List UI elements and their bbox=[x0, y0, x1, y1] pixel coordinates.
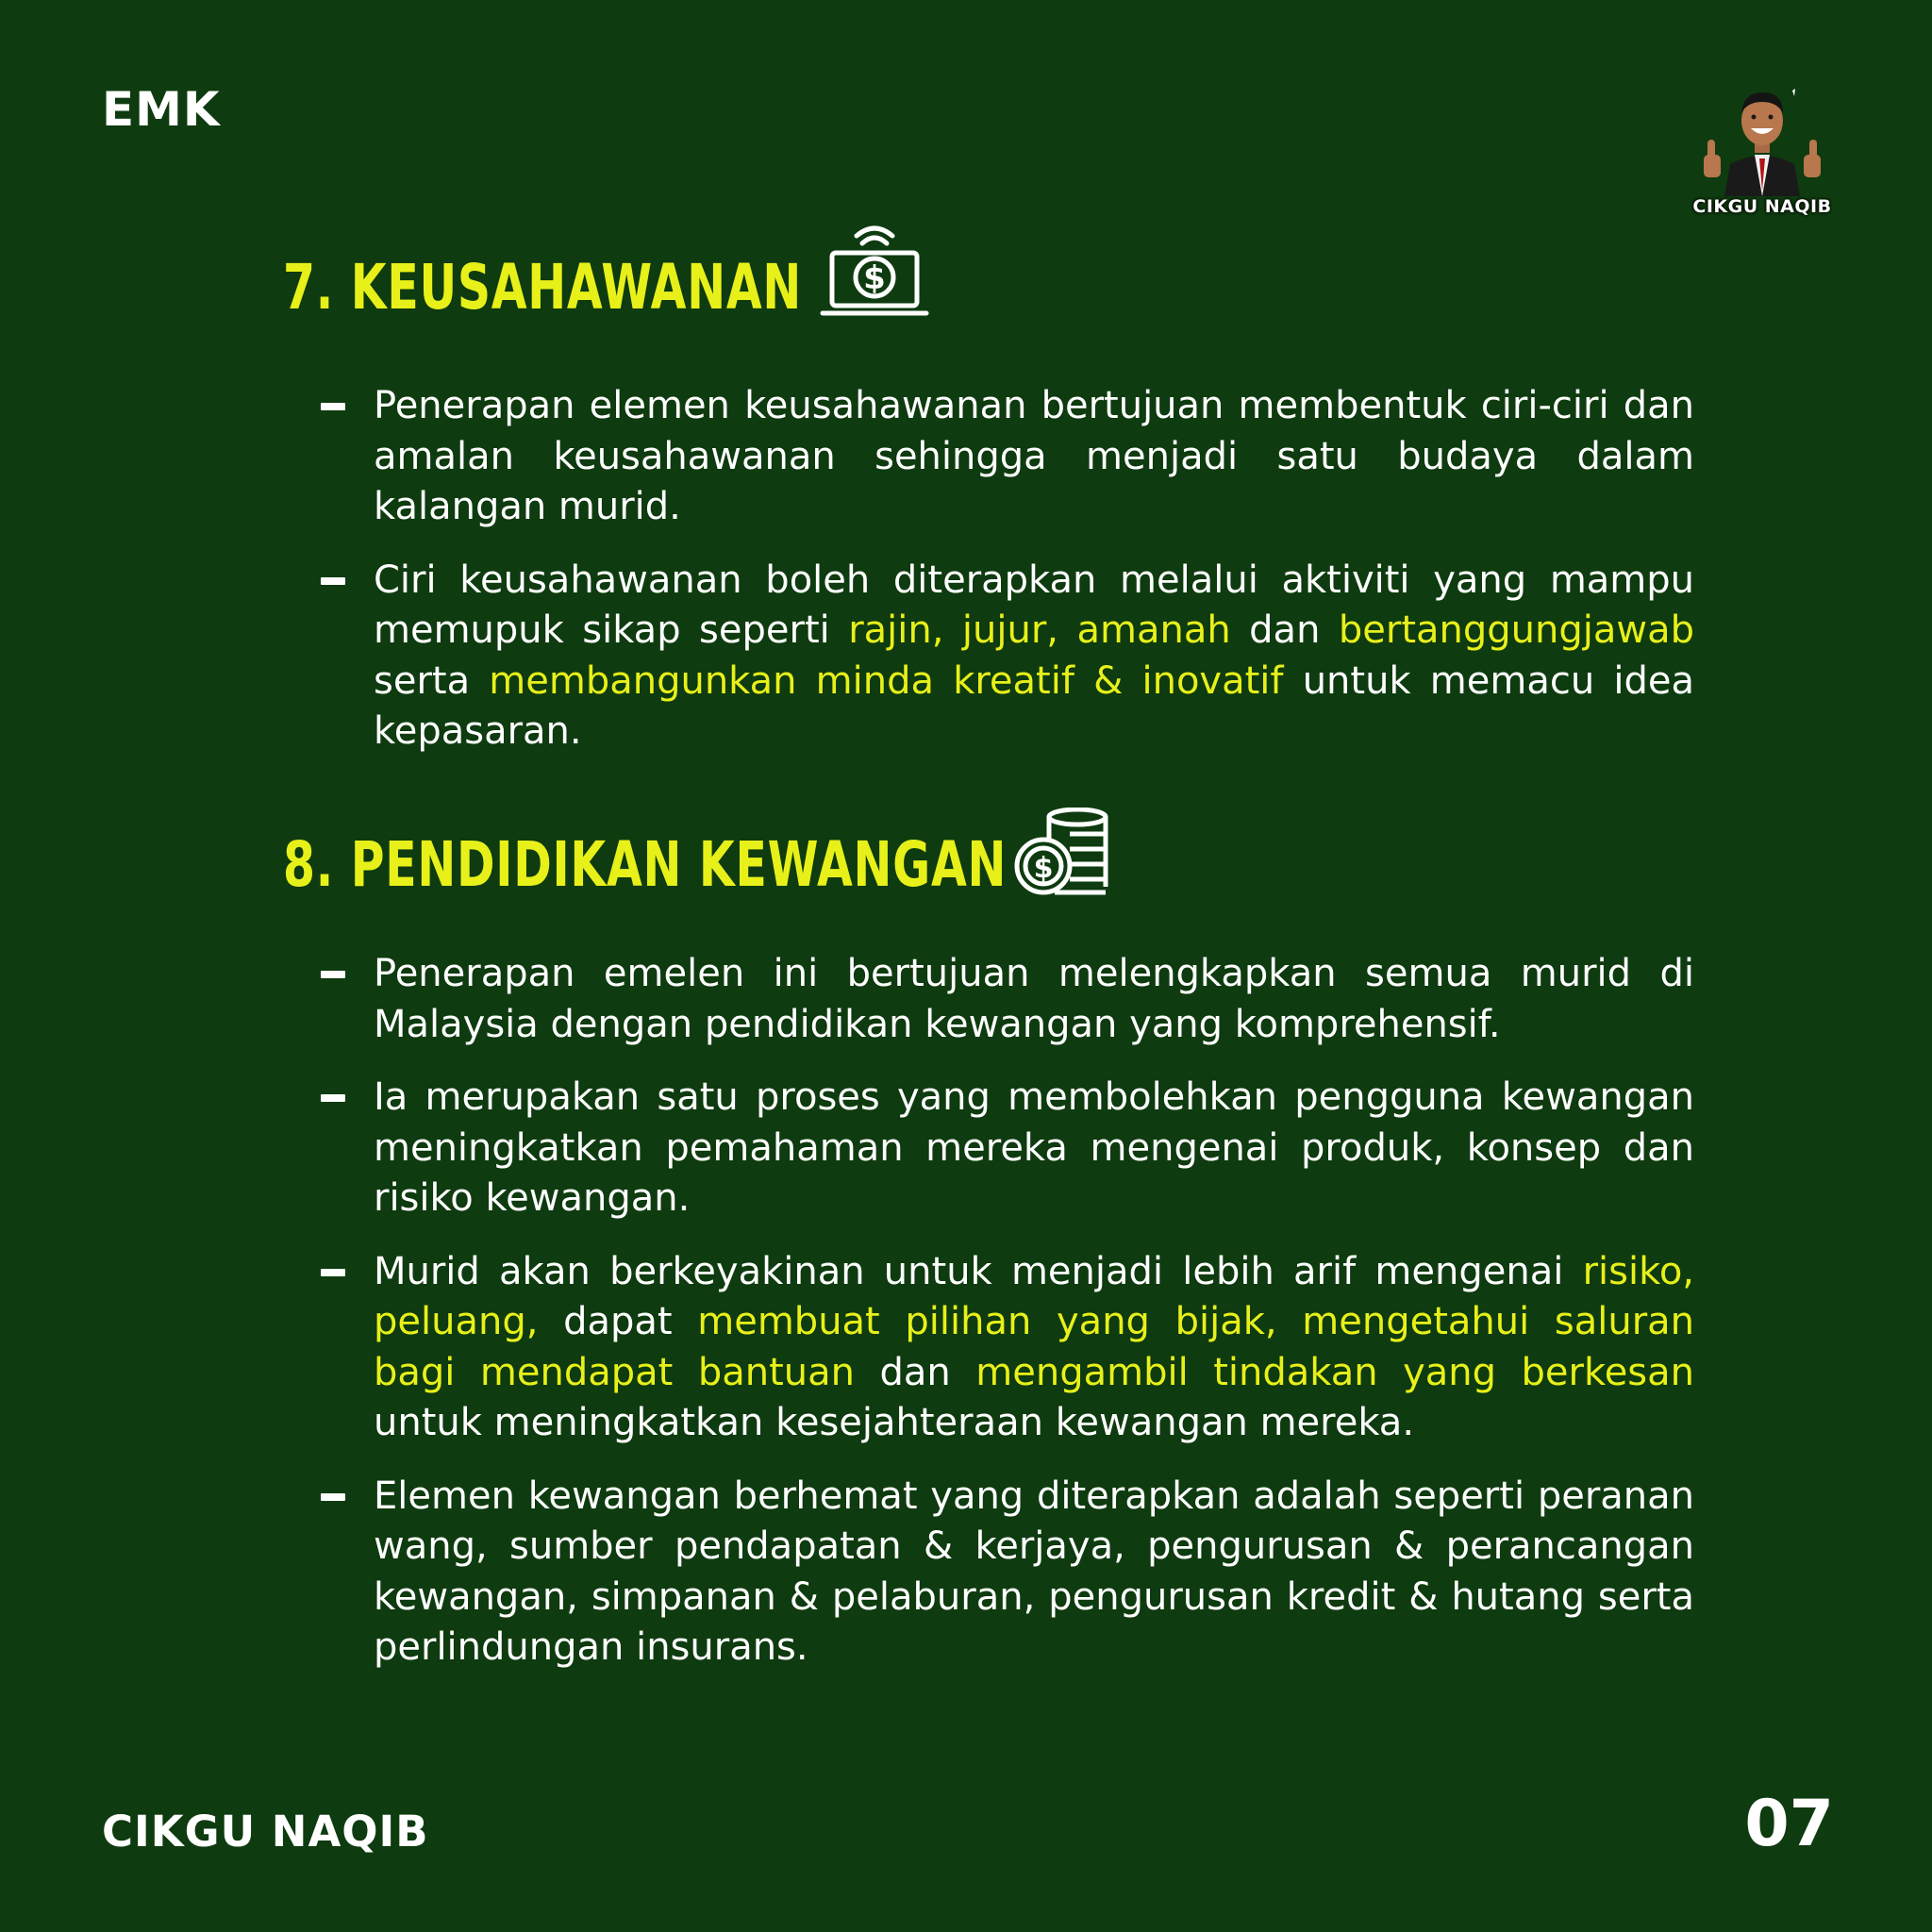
section-title-text: 8. PENDIDIKAN KEWANGAN bbox=[283, 828, 1008, 901]
dash-icon bbox=[321, 403, 345, 410]
svg-text:$: $ bbox=[1033, 852, 1054, 885]
bullet-text: dan bbox=[855, 1350, 976, 1394]
bullet-item bbox=[321, 381, 1694, 533]
dash-icon bbox=[321, 971, 345, 978]
bullet-text: Ciri keusahawanan boleh diterapkan melalui aktiviti yang mampu memupuk sikap seperti bbox=[374, 558, 1694, 652]
highlighted-text: bertanggungjawab bbox=[1338, 608, 1695, 652]
bullet-text: Ia merupakan satu proses yang membolehkan pengguna kewangan meningkatkan pemahaman mereka mengenai produk, konsep dan risiko kewangan. bbox=[374, 1075, 1694, 1220]
bullet-item bbox=[321, 1247, 1694, 1449]
bullet-text: Elemen kewangan berhemat yang diterapkan adalah seperti peranan wang, sumber pendapatan & kerjaya, pengurusan & perancangan kewangan, simpanan & pelaburan, pengurusan kredit & hutang serta perlindungan insurans. bbox=[374, 1474, 1694, 1669]
dash-icon bbox=[321, 1094, 345, 1102]
bullet-item bbox=[321, 949, 1694, 1050]
highlighted-text: membangunkan minda kreatif & inovatif bbox=[489, 658, 1284, 703]
author-logo bbox=[1679, 85, 1845, 226]
dash-icon bbox=[321, 577, 345, 585]
coins-stack-icon bbox=[1013, 808, 1119, 900]
bullet-text: dapat bbox=[538, 1300, 698, 1343]
bullet-text: untuk meningkatkan kesejahteraan kewangan mereka. bbox=[374, 1401, 1415, 1444]
bullet-item bbox=[321, 1073, 1694, 1224]
bullet-text: Penerapan emelen ini bertujuan melengkapkan semua murid di Malaysia dengan pendidikan kewangan yang komprehensif. bbox=[374, 952, 1694, 1046]
footer-author: CIKGU NAQIB bbox=[102, 1807, 429, 1857]
highlighted-text: rajin, jujur, amanah bbox=[848, 608, 1231, 652]
highlighted-text: membuat pilihan yang bijak, mengetahui saluran bagi mendapat bantuan bbox=[374, 1300, 1695, 1394]
dash-icon bbox=[321, 1493, 345, 1501]
page-number: 07 bbox=[1744, 1787, 1834, 1861]
highlighted-text: mengambil tindakan yang berkesan bbox=[975, 1350, 1695, 1394]
logo-caption: CIKGU NAQIB bbox=[1692, 196, 1832, 217]
bullet-item bbox=[321, 1472, 1694, 1674]
bullet-list-pendidikan-kewangan bbox=[321, 949, 1694, 1696]
header-label: EMK bbox=[102, 82, 221, 137]
bullet-text: Penerapan elemen keusahawanan bertujuan membentuk ciri-ciri dan amalan keusahawanan sehingga menjadi satu budaya dalam kalangan murid. bbox=[374, 384, 1694, 528]
highlighted-text: risiko, peluang, bbox=[374, 1249, 1694, 1343]
bullet-text: serta bbox=[374, 658, 490, 703]
svg-text:$: $ bbox=[863, 259, 886, 297]
bullet-text: Murid akan berkeyakinan untuk menjadi lebih arif mengenai bbox=[374, 1249, 1583, 1293]
teacher-thumbs-up-icon bbox=[1698, 85, 1826, 196]
bullet-text: dan bbox=[1230, 608, 1339, 652]
section-title-text: 7. KEUSAHAWANAN bbox=[283, 251, 802, 324]
bullet-list-keusahawanan bbox=[321, 381, 1694, 780]
dash-icon bbox=[321, 1269, 345, 1276]
bullet-text: untuk memacu idea kepasaran. bbox=[374, 658, 1694, 753]
bullet-item bbox=[321, 556, 1694, 758]
laptop-dollar-icon bbox=[819, 223, 930, 325]
